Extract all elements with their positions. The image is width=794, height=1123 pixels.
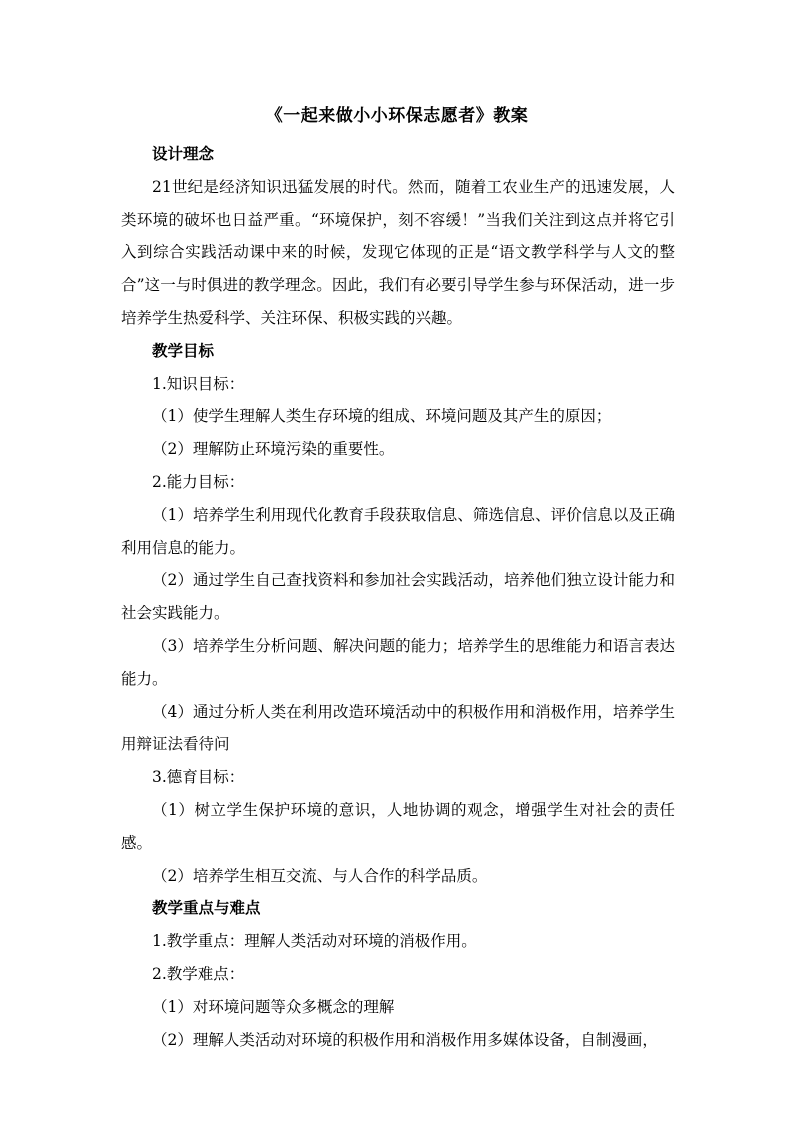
heading-goals: 教学目标 — [152, 340, 215, 360]
ability-item: （2）通过学生自己查找资料和参加社会实践活动，培养他们独立设计能力和社会实践能力。 — [121, 571, 675, 623]
document-title: 《一起来做小小环保志愿者》教案 — [265, 106, 529, 126]
heading-keypoints: 教学重点与难点 — [152, 898, 261, 918]
ability-item: （3）培养学生分析问题、解决问题的能力；培养学生的思维能力和语言表达能力。 — [121, 636, 675, 688]
knowledge-item: （1）使学生理解人类生存环境的组成、环境问题及其产生的原因； — [152, 407, 612, 426]
label-ability-goal: 2.能力目标： — [152, 472, 245, 491]
ability-item: （4）通过分析人类在利用改造环境活动中的积极作用和消极作用，培养学生用辩证法看待问 — [121, 702, 675, 754]
label-moral-goal: 3.德育目标： — [152, 768, 245, 787]
label-difficulty: 2.教学难点： — [152, 964, 245, 983]
difficulty-item: （1）对环境问题等众多概念的理解 — [152, 997, 395, 1016]
moral-item: （2）培养学生相互交流、与人合作的科学品质。 — [152, 866, 488, 885]
label-knowledge-goal: 1.知识目标： — [152, 374, 245, 393]
paragraph-design: 21世纪是经济知识迅猛发展的时代。然而，随着工农业生产的迅速发展，人类环境的破坏也日益严重。“环境保护，刻不容缓！”当我们关注到这点并将它引入到综合实践活动课中来的时候，发现它体现的正是“语文教学科学与人文的整合”这一与时俱进的教学理念。因此，我们有必要引导学生参与环保活动，进一步培养学生热爱科学、关注环保、积极实践的兴趣。 — [121, 177, 675, 327]
ability-item: （1）培养学生利用现代化教育手段获取信息、筛选信息、评价信息以及正确利用信息的能力。 — [121, 505, 675, 557]
key-point: 1.教学重点：理解人类活动对环境的消极作用。 — [152, 932, 477, 951]
knowledge-item: （2）理解防止环境污染的重要性。 — [152, 440, 395, 459]
difficulty-item: （2）理解人类活动对环境的积极作用和消极作用多媒体设备，自制漫画， — [152, 1030, 658, 1049]
moral-item: （1）树立学生保护环境的意识，人地协调的观念，增强学生对社会的责任感。 — [121, 800, 675, 852]
heading-design: 设计理念 — [152, 144, 215, 163]
document-body — [121, 138, 675, 1056]
